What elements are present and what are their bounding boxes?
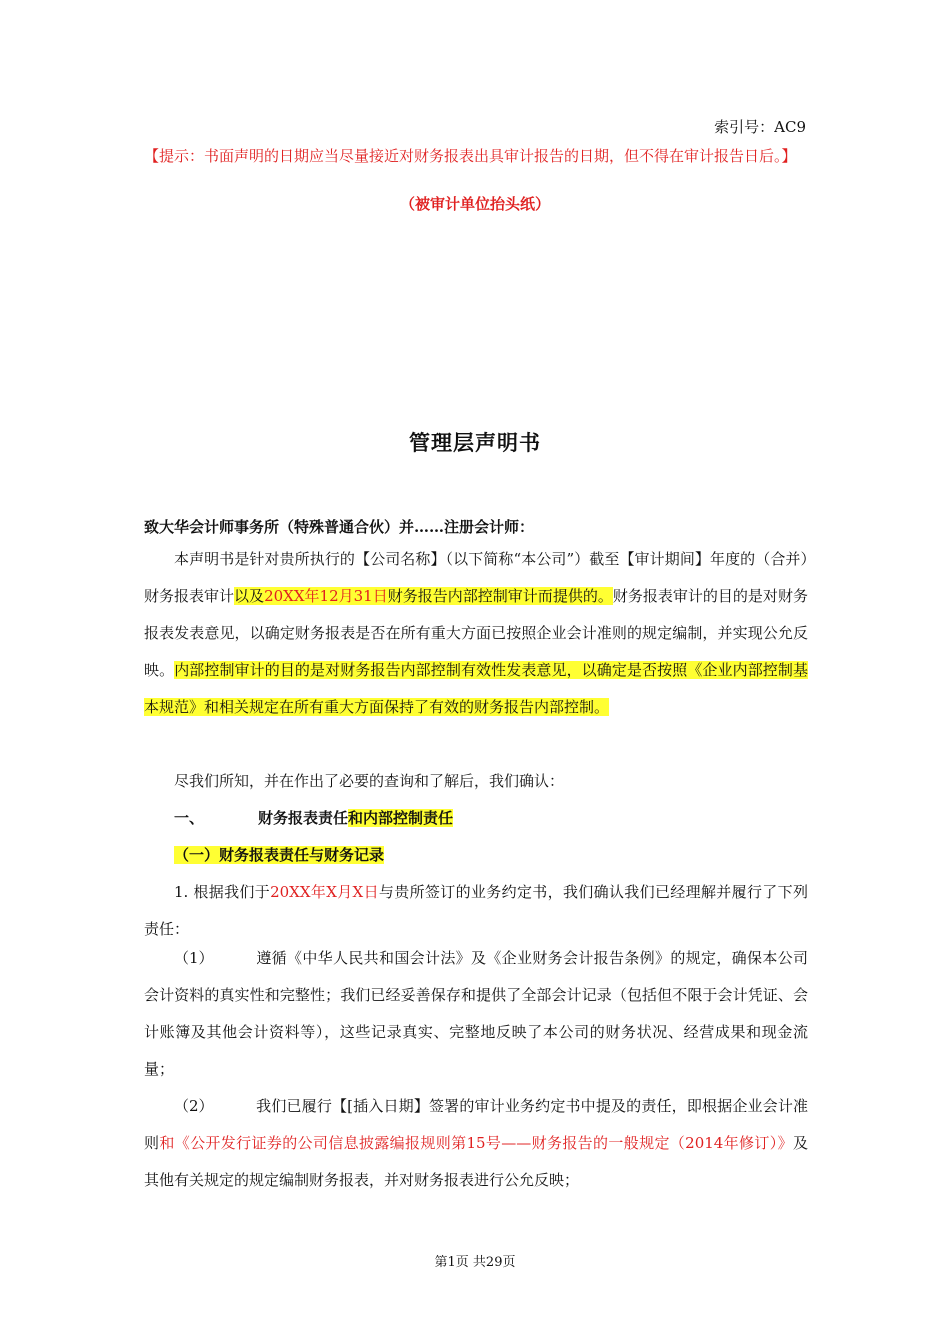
item1-date: 20XX年X月X日 — [270, 883, 379, 901]
document-title: 管理层声明书 — [409, 430, 541, 455]
page-footer: 第1页 共29页 — [434, 1255, 516, 1270]
section-heading-1 — [174, 800, 808, 837]
section1-title-a: 财务报表责任 — [258, 809, 349, 827]
item1-text-a: 1. 根据我们于 — [174, 883, 271, 901]
section1-title-b: 和内部控制责任 — [348, 809, 454, 827]
hint-note: 【提示：书面声明的日期应当尽量接近对财务报表出具审计报告的日期，但不得在审计报告日后。】 — [144, 147, 797, 165]
item1-2-text-a: 我们已履行【[插入日期】签署的审计业务约定书中提及的责任，即根据企业会计准则 — [144, 1097, 808, 1152]
subsection-heading-1 — [174, 837, 808, 874]
item1-1-number: （1） — [174, 949, 214, 967]
addressee: 致大华会计师事务所（特殊普通合伙）并……注册会计师： — [144, 518, 535, 536]
subsection1-title: （一）财务报表责任与财务记录 — [174, 846, 385, 864]
para1-highlight-d: 财务报告内部控制审计而提供的。 — [387, 587, 613, 605]
letterhead-placeholder: （被审计单位抬头纸） — [399, 195, 550, 213]
item1-2-text-b: 和《公开发行证券的公司信息披露编报规则第15号——财务报告的一般规定（2014年修订）》 — [159, 1134, 793, 1152]
paragraph-confirmation: 尽我们所知，并在作出了必要的查询和了解后，我们确认： — [174, 772, 565, 790]
para1-text-a: 本声明书是针对贵所执行的【公司名称】（以下简称“本公司”）截至【审计期间】年度的（合并）财务报表审计 — [144, 550, 808, 605]
item-1-2 — [144, 1088, 808, 1199]
index-number: 索引号：AC9 — [714, 118, 806, 136]
paragraph-purpose — [144, 541, 808, 726]
item1-2-text-c: 及其他有关规定的规定编制财务报表，并对财务报表进行公允反映； — [144, 1134, 808, 1189]
para1-highlight-b: 以及 — [234, 587, 265, 605]
para1-text-e: 财务报表审计的目的是对财务报表发表意见，以确定财务报表是否在所有重大方面已按照企业会计准则的规定编制，并实现公允反映。 — [144, 587, 808, 679]
para1-highlight-date: 20XX年12月31日 — [264, 587, 388, 605]
item1-text-c: 与贵所签订的业务约定书，我们确认我们已经理解并履行了下列责任： — [144, 883, 808, 938]
item1-1-text: 遵循《中华人民共和国会计法》及《企业财务会计报告条例》的规定，确保本公司会计资料的真实性和完整性；我们已经妥善保存和提供了全部会计记录（包括但不限于会计凭证、会计账簿及其他会计资料等），这些记录真实、完整地反映了本公司的财务状况、经营成果和现金流量； — [144, 949, 808, 1078]
item1-2-number: （2） — [174, 1097, 214, 1115]
section1-number: 一、 — [174, 809, 205, 827]
item-1 — [144, 874, 808, 948]
item-1-1 — [144, 940, 808, 1088]
para1-highlight-f: 内部控制审计的目的是对财务报告内部控制有效性发表意见，以确定是否按照《企业内部控制基本规范》和相关规定在所有重大方面保持了有效的财务报告内部控制。 — [144, 661, 808, 716]
